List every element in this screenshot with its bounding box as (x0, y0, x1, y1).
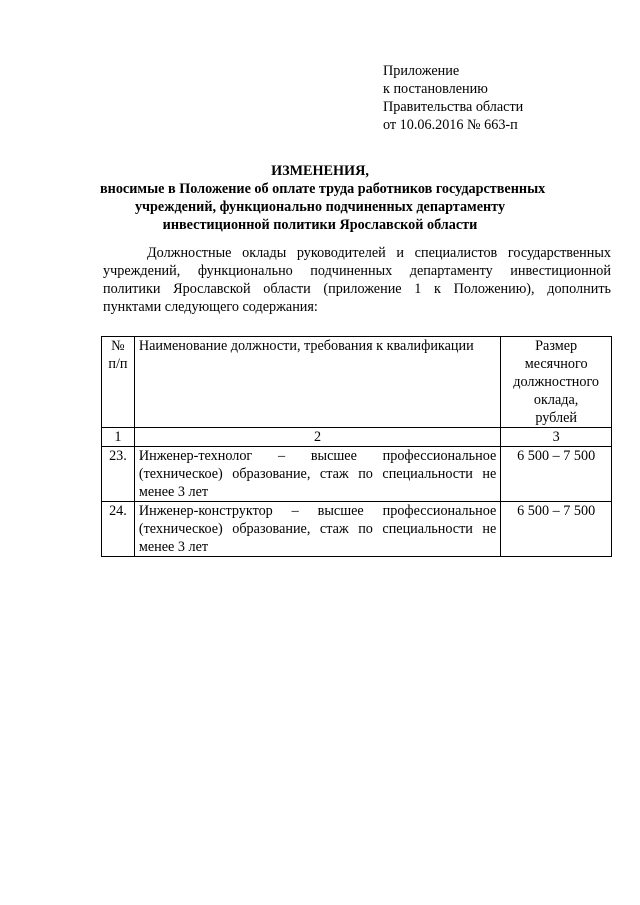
index-cell: 3 (501, 428, 612, 447)
header-salary (501, 337, 612, 428)
intro-line: Должностные оклады руководителей и специалистов государственных (147, 245, 611, 261)
header-num-line: п/п (108, 356, 128, 372)
row-num: 24. (102, 502, 135, 557)
row-num: 23. (102, 447, 135, 502)
title-line: инвестиционной политики Ярославской области (162, 217, 478, 233)
row-name-line: (техническое) образование, стаж по специальности не (138, 466, 497, 482)
appendix-block (383, 62, 523, 134)
table-index-row (102, 428, 612, 447)
row-name-line: Инженер-конструктор – высшее профессиональное (138, 503, 497, 519)
table-row (102, 502, 612, 557)
appendix-line: от 10.06.2016 № 663-п (383, 117, 518, 133)
row-name (134, 447, 500, 502)
index-cell: 2 (134, 428, 500, 447)
row-salary: 6 500 – 7 500 (501, 502, 612, 557)
header-name: Наименование должности, требования к квалификации (134, 337, 500, 428)
intro-line: учреждений, функционально подчиненных департаменту инвестиционной (103, 263, 611, 279)
appendix-line: Правительства области (383, 99, 524, 115)
header-num (102, 337, 135, 428)
header-salary-line: оклада, (533, 392, 579, 408)
title-line: учреждений, функционально подчиненных департаменту (134, 199, 506, 215)
intro-line: пунктами следующего содержания: (103, 299, 318, 315)
header-salary-line: Размер (535, 338, 578, 354)
table-row (102, 447, 612, 502)
positions-table (101, 336, 612, 557)
row-name-line: (техническое) образование, стаж по специальности не (138, 521, 497, 537)
header-salary-line: должностного (513, 374, 600, 390)
row-salary: 6 500 – 7 500 (501, 447, 612, 502)
intro-paragraph (103, 244, 611, 316)
header-salary-line: рублей (535, 410, 577, 426)
intro-line: политики Ярославской области (приложение 1 к Положению), дополнить (103, 281, 611, 297)
index-cell: 1 (102, 428, 135, 447)
appendix-line: Приложение (383, 63, 460, 79)
header-num-line: № (111, 338, 125, 354)
row-name-line: менее 3 лет (138, 539, 209, 555)
row-name-line: менее 3 лет (138, 484, 209, 500)
title-line: вносимые в Положение об оплате труда работников государственных (100, 181, 546, 197)
row-name-line: Инженер-технолог – высшее профессиональное (138, 448, 497, 464)
appendix-line: к постановлению (383, 81, 488, 97)
title-heading: ИЗМЕНЕНИЯ, (271, 163, 369, 179)
table-header-row (102, 337, 612, 428)
row-name (134, 502, 500, 557)
document-title (100, 162, 546, 234)
header-salary-line: месячного (524, 356, 588, 372)
